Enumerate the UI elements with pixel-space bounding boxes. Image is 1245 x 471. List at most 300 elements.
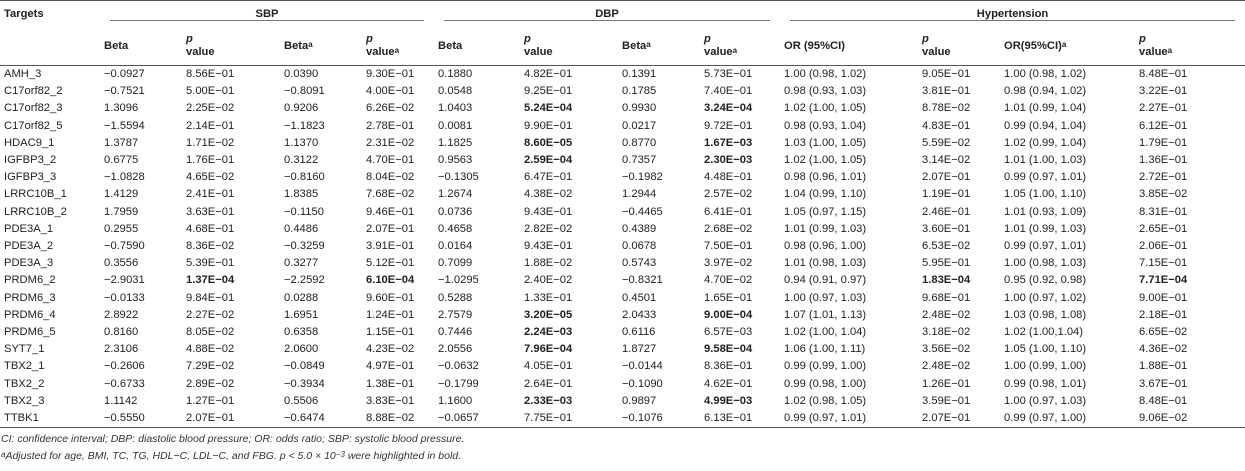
cell-value: 8.78E−02	[922, 102, 971, 115]
cell-value: 1.01 (0.99, 1.03)	[784, 222, 867, 235]
cell-target: C17orf82_3	[4, 102, 63, 115]
cell-value: 0.9897	[622, 394, 657, 407]
cell-value: 7.50E−01	[704, 240, 753, 253]
cell-value: −2.9031	[104, 274, 145, 287]
cell-target: PRDM6_5	[4, 326, 56, 339]
cell-value: 2.46E−01	[922, 205, 971, 218]
cell-value: 9.00E−01	[1139, 291, 1188, 304]
cell-value: 7.40E−01	[704, 85, 753, 98]
cell-value: 5.39E−01	[186, 257, 235, 270]
cell-value: 7.15E−01	[1139, 257, 1188, 270]
cell-target: PDE3A_2	[4, 240, 54, 253]
cell-value: 0.9930	[622, 102, 657, 115]
header-dbp-p-adj: p value$^a$	[704, 33, 738, 58]
cell-value: 2.89E−02	[186, 377, 235, 390]
cell-value: 3.59E−01	[922, 394, 971, 407]
cell-value: 6.53E−02	[922, 240, 971, 253]
cell-value: 1.06 (1.00, 1.11)	[784, 343, 866, 356]
cell-value: −0.8091	[284, 85, 325, 98]
cell-value: 4.83E−01	[922, 119, 971, 132]
cell-value: 9.05E−01	[922, 68, 971, 80]
cell-value: 3.60E−01	[922, 222, 971, 235]
header-htn-p-adj: p value$^a$	[1139, 33, 1173, 58]
cell-value: 1.1825	[438, 136, 473, 149]
cell-value: 3.97E−02	[704, 257, 753, 270]
cell-value: −0.1982	[622, 171, 663, 184]
cell-value: 1.00 (0.98, 1.02)	[784, 68, 867, 80]
cell-value: 1.00 (0.97, 1.02)	[1004, 291, 1087, 304]
header-sbp-p-adj: p value$^a$	[366, 33, 400, 58]
cell-value: 1.07 (1.01, 1.13)	[784, 308, 867, 321]
cell-value: −0.3934	[284, 377, 325, 390]
cell-value: 5.59E−02	[922, 136, 971, 149]
cell-value: 9.68E−01	[922, 291, 971, 304]
cell-value: 9.25E−01	[524, 85, 573, 98]
cell-value: 8.88E−02	[366, 412, 415, 425]
cell-value: 0.7357	[622, 154, 657, 167]
cell-target: IGFBP3_2	[4, 154, 57, 167]
cell-value: 1.02 (0.99, 1.04)	[1004, 136, 1087, 149]
cell-value: 0.1880	[438, 68, 473, 80]
cell-value: 0.98 (0.94, 1.02)	[1004, 85, 1087, 98]
table-body	[0, 66, 1245, 428]
cell-value: 1.3787	[104, 136, 139, 149]
cell-value: 4.88E−02	[186, 343, 235, 356]
header-htn-or-adj: $OR(95\%CI)^a$	[1004, 39, 1067, 52]
cell-value: 3.24E−04	[704, 102, 753, 115]
cell-value: 1.01 (0.98, 1.03)	[784, 257, 867, 270]
cell-value: 1.02 (1.00, 1.04)	[784, 326, 867, 339]
cell-value: 8.36E−02	[186, 240, 235, 253]
cell-value: 0.0678	[622, 240, 657, 253]
cell-value: 3.63E−01	[186, 205, 235, 218]
cell-value: 2.31E−02	[366, 136, 415, 149]
cell-value: 0.0548	[438, 85, 473, 98]
cell-value: 2.27E−02	[186, 308, 235, 321]
cell-value: −0.6733	[104, 377, 145, 390]
cell-value: 6.65E−02	[1139, 326, 1188, 339]
header-htn-p: p value	[922, 33, 951, 58]
table-row	[0, 169, 1245, 186]
cell-target: TBX2_1	[4, 360, 45, 373]
cell-value: 9.60E−01	[366, 291, 415, 304]
cell-value: 8.31E−01	[1139, 205, 1188, 218]
cell-value: 1.36E−01	[1139, 154, 1188, 167]
cell-value: 1.15E−01	[366, 326, 415, 339]
cell-value: 1.03 (1.00, 1.05)	[784, 136, 867, 149]
cell-value: 9.30E−01	[366, 68, 415, 80]
cell-value: 1.38E−01	[366, 377, 415, 390]
cell-value: 0.3556	[104, 257, 139, 270]
cell-value: −0.1076	[622, 412, 663, 425]
cell-value: 4.05E−01	[524, 360, 573, 373]
cell-target: PRDM6_2	[4, 274, 56, 287]
cell-value: 8.56E−01	[186, 68, 235, 80]
cell-value: 2.07E−01	[922, 412, 971, 425]
cell-value: −0.8321	[622, 274, 663, 287]
cell-value: 1.00 (0.97, 1.03)	[784, 291, 867, 304]
header-blank	[0, 27, 100, 66]
cell-target: AMH_3	[4, 68, 42, 80]
header-htn-or: OR (95%CI)	[784, 39, 845, 52]
header-dbp-beta: Beta	[438, 39, 463, 52]
cell-value: 2.06E−01	[1139, 240, 1188, 253]
cell-value: 1.00 (0.97, 1.03)	[1004, 394, 1087, 407]
cell-value: 0.99 (0.94, 1.04)	[1004, 119, 1087, 132]
cell-value: 6.41E−01	[704, 205, 753, 218]
table-row	[0, 152, 1245, 169]
cell-value: 0.0217	[622, 119, 657, 132]
cell-value: 0.5288	[438, 291, 473, 304]
cell-target: PRDM6_3	[4, 291, 56, 304]
cell-value: 9.43E−01	[524, 205, 573, 218]
cell-value: −0.0144	[622, 360, 663, 373]
cell-value: 2.59E−04	[524, 154, 573, 167]
cell-value: 1.05 (0.97, 1.15)	[784, 205, 867, 218]
cell-value: −0.0849	[284, 360, 325, 373]
cell-value: 3.18E−02	[922, 326, 971, 339]
cell-value: 3.85E−02	[1139, 188, 1188, 201]
cell-value: 6.47E−01	[524, 171, 573, 184]
cell-value: 5.00E−01	[186, 85, 235, 98]
header-sbp-beta-adj: Beta$^a$	[284, 39, 313, 52]
cell-value: 4.97E−01	[366, 360, 415, 373]
cell-value: −2.2592	[284, 274, 325, 287]
table-row	[0, 290, 1245, 307]
cell-value: 0.8770	[622, 136, 657, 149]
cell-value: 9.84E−01	[186, 291, 235, 304]
cell-value: 3.20E−05	[524, 308, 573, 321]
cell-value: 9.90E−01	[524, 119, 573, 132]
cell-value: 0.99 (0.97, 1.00)	[1004, 412, 1087, 425]
cell-value: 4.38E−02	[524, 188, 573, 201]
cell-value: 0.0164	[438, 240, 473, 253]
cell-target: TTBK1	[4, 412, 39, 425]
cell-value: 1.71E−02	[186, 136, 235, 149]
cell-value: 2.33E−03	[524, 394, 573, 407]
cell-value: 0.3277	[284, 257, 319, 270]
cell-value: −0.1150	[284, 205, 324, 218]
cell-value: 0.2955	[104, 222, 139, 235]
cell-value: 1.01 (0.99, 1.03)	[1004, 222, 1087, 235]
cell-value: −0.7590	[104, 240, 145, 253]
cell-value: 2.65E−01	[1139, 222, 1188, 235]
cell-value: 4.48E−01	[704, 171, 753, 184]
cell-value: 0.8160	[104, 326, 139, 339]
header-group-sbp: SBP	[100, 1, 434, 28]
cell-value: 0.5743	[622, 257, 657, 270]
cell-target: LRRC10B_2	[4, 205, 67, 218]
cell-value: 1.67E−03	[704, 136, 753, 149]
cell-target: C17orf82_5	[4, 119, 63, 132]
footnote-adjustment: $^a$Adjusted for age, BMI, TC, TG, HDL−C, LDL−C, and FBG. $p < 5.0 \times 10^{-3}$ were highlighted in bold.	[1, 450, 462, 463]
table-row	[0, 341, 1245, 358]
cell-value: 0.4658	[438, 222, 473, 235]
cell-value: 0.99 (0.97, 1.01)	[784, 412, 867, 425]
cell-value: 0.0288	[284, 291, 319, 304]
table-row	[0, 118, 1245, 135]
cell-value: 2.14E−01	[186, 119, 235, 132]
cell-value: 1.27E−01	[186, 394, 235, 407]
cell-value: 7.96E−04	[524, 343, 573, 356]
cell-target: TBX2_3	[4, 394, 45, 407]
table-row	[0, 221, 1245, 238]
cell-value: 1.88E−01	[1139, 360, 1188, 373]
cell-value: 2.78E−01	[366, 119, 415, 132]
cell-value: 2.30E−03	[704, 154, 753, 167]
cell-value: 4.23E−02	[366, 343, 415, 356]
cell-value: 1.83E−04	[922, 274, 971, 287]
cell-value: 7.68E−02	[366, 188, 415, 201]
cell-value: 2.64E−01	[524, 377, 573, 390]
table-row	[0, 135, 1245, 152]
cell-value: 0.95 (0.92, 0.98)	[1004, 274, 1087, 287]
cell-value: 1.1142	[104, 394, 138, 407]
table-row	[0, 393, 1245, 410]
cell-value: 1.79E−01	[1139, 136, 1188, 149]
cell-target: PDE3A_3	[4, 257, 54, 270]
table-footnotes	[0, 431, 1145, 465]
cell-value: 0.7446	[438, 326, 473, 339]
cell-value: 1.01 (1.00, 1.03)	[1004, 154, 1087, 167]
cell-value: 0.6775	[104, 154, 139, 167]
cell-value: 1.88E−02	[524, 257, 573, 270]
cell-value: 0.0390	[284, 68, 319, 80]
cell-value: −0.5550	[104, 412, 145, 425]
cell-value: 9.43E−01	[524, 240, 573, 253]
cell-value: 5.73E−01	[704, 68, 753, 80]
cell-value: 1.01 (0.93, 1.09)	[1004, 205, 1087, 218]
cell-value: 0.98 (0.96, 1.00)	[784, 240, 867, 253]
table-row	[0, 410, 1245, 428]
cell-value: 2.3106	[104, 343, 139, 356]
cell-value: −1.0295	[438, 274, 479, 287]
cell-value: 7.71E−04	[1139, 274, 1188, 287]
cell-value: 4.65E−02	[186, 171, 235, 184]
cell-value: −0.3259	[284, 240, 325, 253]
cell-value: −0.2606	[104, 360, 145, 373]
cell-value: 1.19E−01	[922, 188, 971, 201]
cell-value: 0.1391	[622, 68, 657, 80]
cell-value: 2.40E−02	[524, 274, 573, 287]
cell-value: 1.4129	[104, 188, 139, 201]
cell-value: 1.6951	[284, 308, 319, 321]
cell-value: 0.6358	[284, 326, 319, 339]
cell-value: 3.81E−01	[922, 85, 971, 98]
cell-value: 1.8385	[284, 188, 319, 201]
table-row	[0, 186, 1245, 203]
cell-value: 1.02 (0.98, 1.05)	[784, 394, 867, 407]
cell-value: 1.05 (1.00, 1.10)	[1004, 343, 1087, 356]
cell-value: 2.24E−03	[524, 326, 573, 339]
header-dbp-beta-adj: Beta$^a$	[622, 39, 651, 52]
cell-target: SYT7_1	[4, 343, 45, 356]
cell-value: 2.07E−01	[366, 222, 415, 235]
table-row	[0, 83, 1245, 100]
cell-value: 0.9206	[284, 102, 319, 115]
cell-value: 4.70E−01	[366, 154, 415, 167]
table-row	[0, 358, 1245, 375]
table-row	[0, 204, 1245, 221]
cell-value: −0.1305	[438, 171, 479, 184]
header-sbp-beta: Beta	[104, 39, 129, 52]
table-row	[0, 307, 1245, 324]
cell-value: 1.8727	[622, 343, 657, 356]
cell-value: 1.02 (1.00,1.04)	[1004, 326, 1084, 339]
cell-value: 2.41E−01	[186, 188, 235, 201]
cell-value: −0.1090	[622, 377, 663, 390]
cell-value: 9.06E−02	[1139, 412, 1188, 425]
cell-value: 8.04E−02	[366, 171, 415, 184]
table-header	[0, 1, 1245, 66]
header-sbp-p: p value	[186, 33, 215, 58]
cell-value: −0.0632	[438, 360, 479, 373]
cell-value: 1.1370	[284, 136, 319, 149]
cell-value: 8.48E−01	[1139, 68, 1188, 80]
cell-value: 9.46E−01	[366, 205, 415, 218]
cell-value: 4.99E−03	[704, 394, 753, 407]
cell-value: 0.4486	[284, 222, 319, 235]
cell-value: 2.8922	[104, 308, 139, 321]
cell-value: 1.37E−04	[186, 274, 235, 287]
cell-value: 4.82E−01	[524, 68, 573, 80]
cell-value: 9.58E−04	[704, 343, 753, 356]
cell-value: 1.33E−01	[524, 291, 573, 304]
cell-value: 0.7099	[438, 257, 473, 270]
cell-value: 0.99 (0.99, 1.00)	[784, 360, 867, 373]
cell-value: 2.27E−01	[1139, 102, 1188, 115]
header-group-hypertension: Hypertension	[780, 1, 1245, 28]
cell-value: 3.14E−02	[922, 154, 971, 167]
cell-target: TBX2_2	[4, 377, 45, 390]
cell-value: −0.4465	[622, 205, 663, 218]
cell-value: 1.00 (0.98, 1.02)	[1004, 68, 1087, 80]
cell-value: −0.7521	[104, 85, 145, 98]
cell-value: 1.02 (1.00, 1.05)	[784, 102, 867, 115]
cell-value: 6.13E−01	[704, 412, 753, 425]
cell-value: 9.72E−01	[704, 119, 753, 132]
cell-target: LRRC10B_1	[4, 188, 67, 201]
cell-value: 6.57E−03	[704, 326, 753, 339]
cell-value: 0.99 (0.97, 1.01)	[1004, 240, 1087, 253]
cell-value: 1.24E−01	[366, 308, 415, 321]
header-group-dbp: DBP	[434, 1, 780, 28]
cell-value: 1.00 (0.99, 1.00)	[1004, 360, 1087, 373]
cell-value: 2.0433	[622, 308, 657, 321]
cell-value: 2.57E−02	[704, 188, 753, 201]
cell-value: 2.48E−02	[922, 360, 971, 373]
cell-value: 0.9563	[438, 154, 473, 167]
cell-value: 1.2674	[438, 188, 473, 201]
table-row	[0, 238, 1245, 255]
cell-value: 0.3122	[284, 154, 319, 167]
cell-value: 5.95E−01	[922, 257, 971, 270]
cell-value: 4.68E−01	[186, 222, 235, 235]
cell-value: 1.04 (0.99, 1.10)	[784, 188, 867, 201]
cell-target: PDE3A_1	[4, 222, 54, 235]
cell-value: 4.36E−02	[1139, 343, 1188, 356]
table-row	[0, 376, 1245, 393]
cell-value: −1.0828	[104, 171, 145, 184]
cell-value: 2.72E−01	[1139, 171, 1188, 184]
cell-value: 9.00E−04	[704, 308, 753, 321]
cell-value: 1.01 (0.99, 1.04)	[1004, 102, 1087, 115]
cell-value: 2.7579	[438, 308, 473, 321]
cell-target: HDAC9_1	[4, 136, 55, 149]
cell-value: 3.83E−01	[366, 394, 415, 407]
table-row	[0, 66, 1245, 84]
cell-value: 0.99 (0.98, 1.01)	[1004, 377, 1087, 390]
cell-value: 1.26E−01	[922, 377, 971, 390]
cell-value: 5.24E−04	[524, 102, 573, 115]
cell-value: 8.05E−02	[186, 326, 235, 339]
cell-value: 3.67E−01	[1139, 377, 1188, 390]
table-row	[0, 324, 1245, 341]
cell-value: 2.82E−02	[524, 222, 573, 235]
cell-value: 2.25E−02	[186, 102, 235, 115]
cell-value: −1.1823	[284, 119, 325, 132]
cell-value: 0.99 (0.97, 1.01)	[1004, 171, 1087, 184]
cell-value: 6.10E−04	[366, 274, 415, 287]
cell-value: 1.02 (1.00, 1.05)	[784, 154, 867, 167]
table-row	[0, 255, 1245, 272]
cell-value: 2.18E−01	[1139, 308, 1188, 321]
cell-value: 3.22E−01	[1139, 85, 1188, 98]
cell-target: PRDM6_4	[4, 308, 56, 321]
cell-value: 4.70E−02	[704, 274, 753, 287]
cell-value: 1.2944	[622, 188, 657, 201]
cell-value: 3.91E−01	[366, 240, 415, 253]
table-row	[0, 272, 1245, 289]
header-targets: Targets	[4, 8, 44, 20]
cell-value: 0.6116	[622, 326, 656, 339]
cell-value: −0.0657	[438, 412, 479, 425]
cell-value: 1.00 (0.98, 1.03)	[1004, 257, 1087, 270]
cell-value: 1.03 (0.98, 1.08)	[1004, 308, 1087, 321]
cell-value: 6.12E−01	[1139, 119, 1188, 132]
cell-value: 7.29E−02	[186, 360, 235, 373]
cell-value: 1.0403	[438, 102, 473, 115]
cell-value: 0.98 (0.93, 1.03)	[784, 85, 867, 98]
cell-value: 0.99 (0.98, 1.00)	[784, 377, 867, 390]
cell-value: 2.0556	[438, 343, 473, 356]
cell-value: 1.7959	[104, 205, 139, 218]
footnote-abbreviations: CI: confidence interval; DBP: diastolic blood pressure; OR: odds ratio; SBP: systolic blood pressure.	[1, 433, 465, 446]
cell-value: −0.8160	[284, 171, 325, 184]
cell-value: 3.56E−02	[922, 343, 971, 356]
cell-value: 1.3096	[104, 102, 139, 115]
cell-target: C17orf82_2	[4, 85, 63, 98]
cell-value: 1.05 (1.00, 1.10)	[1004, 188, 1087, 201]
cell-value: −0.6474	[284, 412, 325, 425]
cell-value: 0.0081	[438, 119, 473, 132]
cell-value: −0.0133	[104, 291, 145, 304]
cell-value: 0.4501	[622, 291, 657, 304]
cell-value: 0.4389	[622, 222, 657, 235]
cell-value: 4.00E−01	[366, 85, 415, 98]
cell-target: IGFBP3_3	[4, 171, 57, 184]
cell-value: 8.36E−01	[704, 360, 753, 373]
cell-value: 2.07E−01	[922, 171, 971, 184]
cell-value: 0.98 (0.93, 1.04)	[784, 119, 867, 132]
cell-value: 1.65E−01	[704, 291, 753, 304]
cell-value: 2.68E−02	[704, 222, 753, 235]
cell-value: 4.62E−01	[704, 377, 753, 390]
cell-value: 5.12E−01	[366, 257, 415, 270]
cell-value: 6.26E−02	[366, 102, 415, 115]
cell-value: 0.5506	[284, 394, 319, 407]
cell-value: 1.1600	[438, 394, 473, 407]
